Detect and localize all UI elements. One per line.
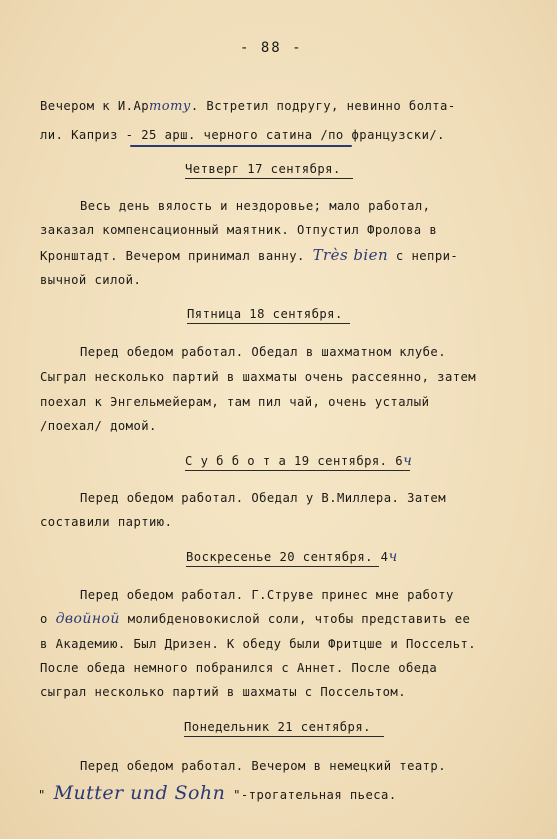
heading-underline — [186, 566, 379, 567]
date-heading — [186, 549, 398, 565]
handwritten-hours: ч — [388, 549, 398, 565]
text-line: в Академию. Был Дризен. К обеду были Фритцше и Поссельт. — [40, 637, 477, 651]
heading-underline — [187, 323, 350, 324]
date-heading: Четверг 17 сентября. — [185, 162, 341, 176]
handwritten-underline — [130, 145, 352, 147]
text-line — [38, 782, 397, 804]
text-fragment: . Встретил подругу, невинно болта- — [190, 99, 456, 113]
handwritten-title: Mutter und Sohn — [53, 782, 226, 804]
text-line: Перед обедом работал. Обедал в шахматном клубе. — [80, 345, 447, 359]
text-line: Весь день вялость и нездоровье; мало работал, — [80, 199, 431, 213]
text-fragment: " — [38, 788, 46, 802]
text-line: Перед обедом работал. Вечером в немецкий театр. — [80, 759, 447, 773]
heading-underline — [184, 736, 384, 737]
handwritten-insert: двойной — [55, 611, 120, 627]
handwritten-correction: тоту — [149, 99, 191, 114]
handwritten-hours: ч — [403, 453, 413, 469]
date-heading: Пятница 18 сентября. — [187, 307, 343, 321]
date-heading: Понедельник 21 сентября. — [184, 720, 371, 734]
text-line: заказал компенсационный маятник. Отпустил Фролова в — [40, 223, 438, 237]
text-line: сыграл несколько партий в шахматы с Поссельтом. — [40, 685, 407, 699]
text-line: /поехал/ домой. — [40, 419, 157, 433]
text-line: ли. Каприз - 25 арш. черного сатина /по французски/. — [40, 128, 445, 142]
handwritten-insert: Très bien — [312, 246, 389, 264]
heading-text: С у б б о т а 19 сентября. 6 — [185, 454, 404, 468]
text-line: Сыграл несколько партий в шахматы очень рассеянно, затем — [40, 370, 477, 384]
text-fragment: с непри- — [395, 249, 459, 263]
text-line: Перед обедом работал. Г.Струве принес мне работу — [80, 588, 454, 602]
heading-text: Воскресенье 20 сентября. 4 — [186, 550, 389, 564]
text-fragment: Вечером к И.Ар — [40, 99, 150, 113]
heading-underline — [185, 178, 353, 179]
text-line — [40, 247, 458, 264]
text-line: После обеда немного побранился с Аннет. После обеда — [40, 661, 438, 675]
date-heading — [185, 453, 412, 469]
text-line: Перед обедом работал. Обедал у В.Миллера. Затем — [80, 491, 447, 505]
text-line — [40, 611, 470, 627]
text-fragment: Кронштадт. Вечером принимал ванну. — [40, 249, 305, 263]
text-fragment: о — [40, 612, 48, 626]
page-number: - 88 - — [240, 40, 303, 56]
heading-underline — [185, 470, 410, 471]
text-line: составили партию. — [40, 515, 173, 529]
text-line: поехал к Энгельмейерам, там пил чай, очень усталый — [40, 395, 430, 409]
text-fragment: "-трогательная пьеса. — [233, 788, 397, 802]
text-fragment: молибденовокислой соли, чтобы представить ее — [127, 612, 471, 626]
text-line: вычной силой. — [40, 273, 142, 287]
text-line — [40, 98, 456, 115]
